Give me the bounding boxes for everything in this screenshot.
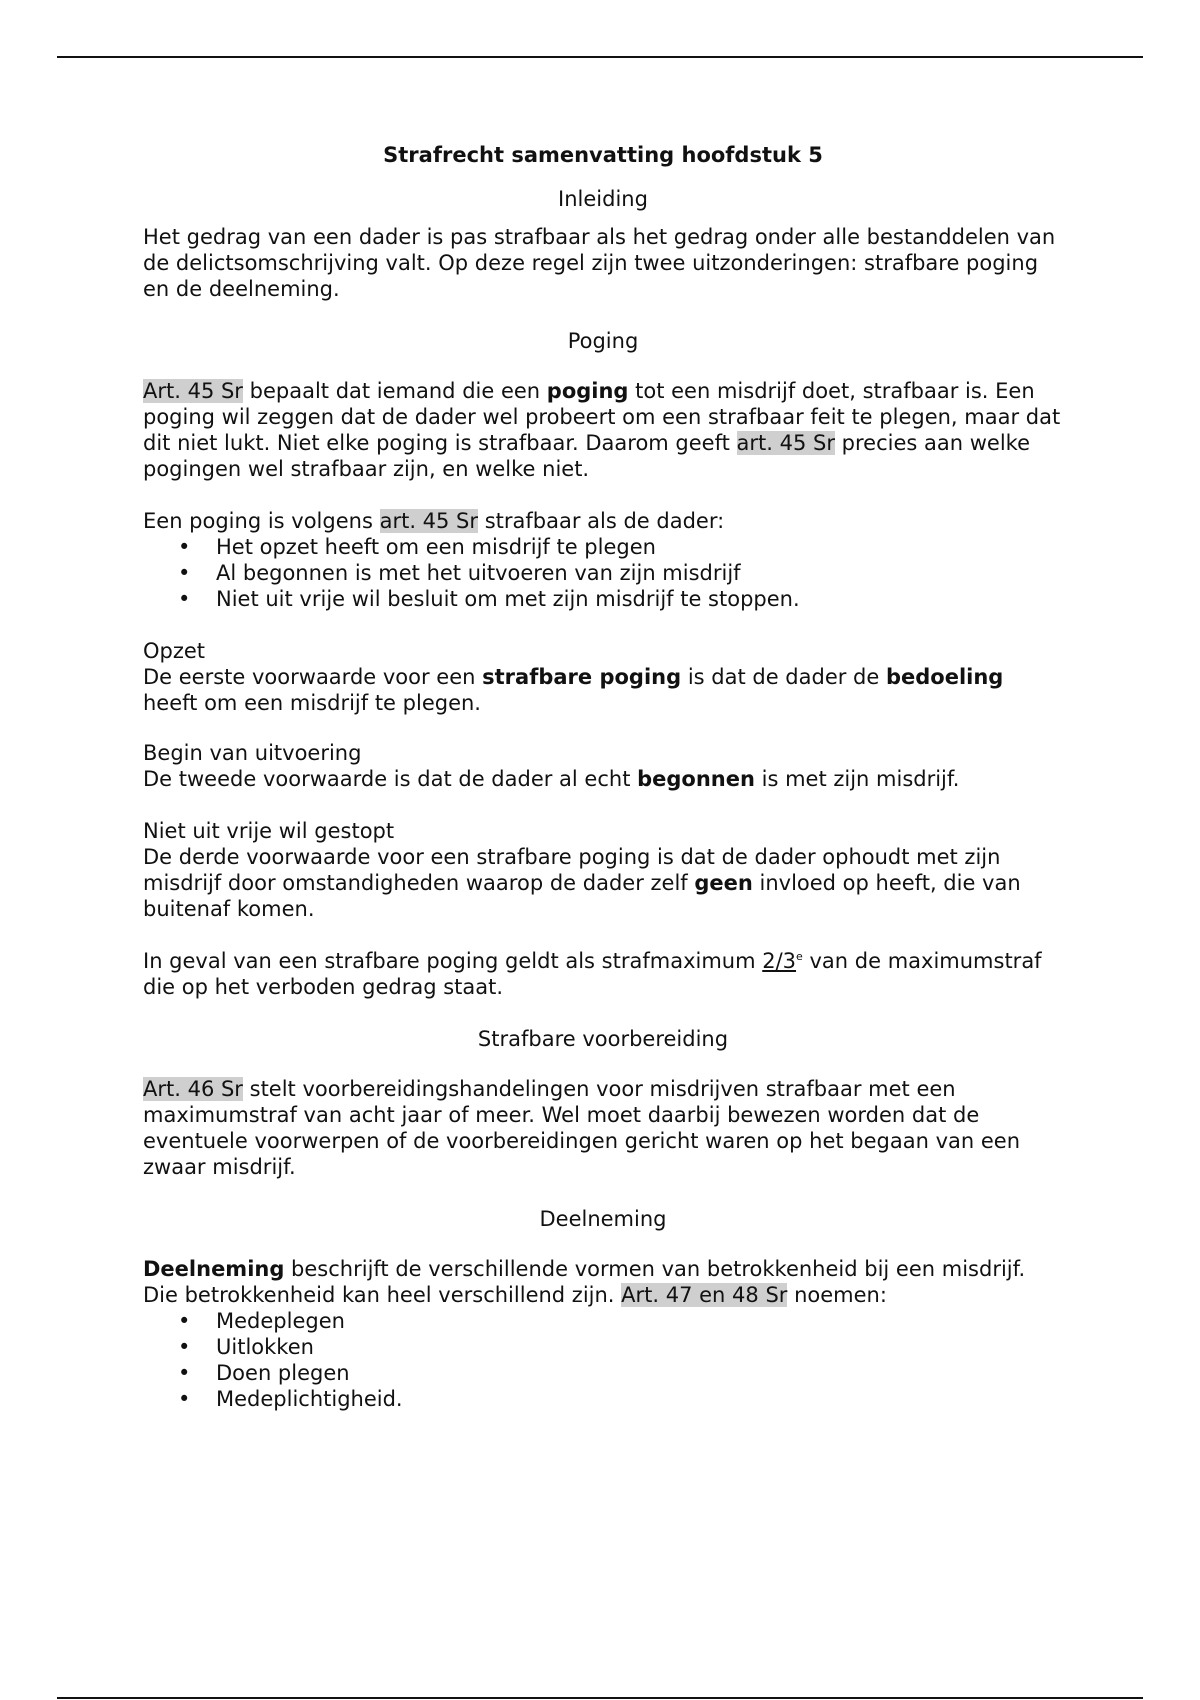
text-run: De derde voorwaarde voor een strafbare poging is dat de dader ophoudt met zijn misdrijf door omstandigheden waarop de dader zelf — [143, 845, 1001, 895]
subheading-niet-uit-vrije-wil: Niet uit vrije wil gestopt — [143, 819, 395, 843]
text-run: is met zijn misdrijf. — [754, 767, 960, 791]
bold-term: Deelneming — [143, 1257, 285, 1281]
article-reference: art. 45 Sr — [736, 431, 835, 455]
paragraph-inleiding: Het gedrag van een dader is pas strafbaar als het gedrag onder alle bestanddelen van de delictsomschrijving valt. Op deze regel zijn twee uitzonderingen: strafbare poging en de deelneming. — [143, 225, 1056, 301]
paragraph-poging-conditions — [143, 508, 1063, 534]
poging-conditions-list — [143, 534, 1063, 612]
document-body — [143, 140, 1063, 1412]
list-item: • Niet uit vrije wil besluit om met zijn misdrijf te stoppen. — [143, 586, 1063, 612]
text-run: In geval van een strafbare poging geldt als strafmaximum — [143, 949, 763, 973]
text-run: strafbaar als de dader: — [478, 509, 725, 533]
heading-inleiding: Inleiding — [558, 187, 648, 211]
article-reference: art. 45 Sr — [379, 509, 479, 533]
list-item: • Doen plegen — [143, 1360, 1063, 1386]
article-reference: Art. 45 Sr — [143, 379, 243, 403]
article-reference: Art. 47 en 48 Sr — [621, 1283, 788, 1307]
paragraph-niet-uit-vrije-wil — [143, 844, 1063, 922]
text-run: tot een misdrijf doet, strafbaar is. Een poging wil zeggen dat de dader wel probeert om een strafbaar feit te plegen, maar dat dit niet lukt. Niet elke poging is strafbaar. Daarom geeft — [143, 379, 1061, 455]
text-run: is dat de dader de — [681, 665, 886, 689]
paragraph-begin-van-uitvoering — [143, 766, 1063, 792]
bold-term: geen — [694, 871, 753, 895]
list-item: • Medeplichtigheid. — [143, 1386, 1063, 1412]
paragraph-deelneming — [143, 1256, 1063, 1308]
list-item: • Uitlokken — [143, 1334, 1063, 1360]
paragraph-opzet — [143, 664, 1063, 716]
text-run: beschrijft de verschillende vormen van betrokkenheid bij een misdrijf. Die betrokkenheid kan heel verschillend zijn. — [143, 1257, 1026, 1307]
page-title: Strafrecht samenvatting hoofdstuk 5 — [383, 143, 823, 167]
list-item: • Al begonnen is met het uitvoeren van zijn misdrijf — [143, 560, 1063, 586]
bold-term: begonnen — [637, 767, 755, 791]
paragraph-voorbereiding — [143, 1076, 1063, 1180]
text-run: noemen: — [787, 1283, 887, 1307]
text-run: van de maximumstraf die op het verboden gedrag staat. — [143, 949, 1042, 999]
text-run: precies aan welke pogingen wel strafbaar zijn, en welke niet. — [143, 431, 1030, 481]
paragraph-poging-intro — [143, 378, 1063, 482]
superscript: e — [796, 950, 803, 963]
text-run: invloed op heeft, die van buitenaf komen. — [143, 871, 1021, 921]
text-run: heeft om een misdrijf te plegen. — [143, 691, 481, 715]
bold-term: bedoeling — [885, 665, 1004, 689]
deelneming-forms-list — [143, 1308, 1063, 1412]
text-run: bepaalt dat iemand die een — [242, 379, 547, 403]
text-run: Een poging is volgens — [143, 509, 380, 533]
subheading-begin-van-uitvoering: Begin van uitvoering — [143, 741, 362, 765]
fraction: 2/3 — [762, 949, 797, 973]
header-rule — [57, 56, 1143, 58]
heading-strafbare-voorbereiding: Strafbare voorbereiding — [477, 1027, 729, 1051]
subheading-opzet: Opzet — [143, 639, 206, 663]
text-run: De eerste voorwaarde voor een — [143, 665, 483, 689]
list-item: • Medeplegen — [143, 1308, 1063, 1334]
list-item: • Het opzet heeft om een misdrijf te plegen — [143, 534, 1063, 560]
text-run: De tweede voorwaarde is dat de dader al echt — [143, 767, 638, 791]
heading-deelneming: Deelneming — [539, 1207, 667, 1231]
heading-poging: Poging — [567, 329, 639, 353]
paragraph-strafmaximum — [143, 948, 1063, 1000]
text-run: stelt voorbereidingshandelingen voor misdrijven strafbaar met een maximumstraf van acht jaar of meer. Wel moet daarbij bewezen worden dat de eventuele voorwerpen of de voorbereidingen gericht waren op het begaan van een zwaar misdrijf. — [143, 1077, 1021, 1179]
footer-rule — [57, 1697, 1143, 1699]
bold-term: poging — [546, 379, 629, 403]
article-reference: Art. 46 Sr — [143, 1077, 243, 1101]
bold-term: strafbare poging — [482, 665, 682, 689]
